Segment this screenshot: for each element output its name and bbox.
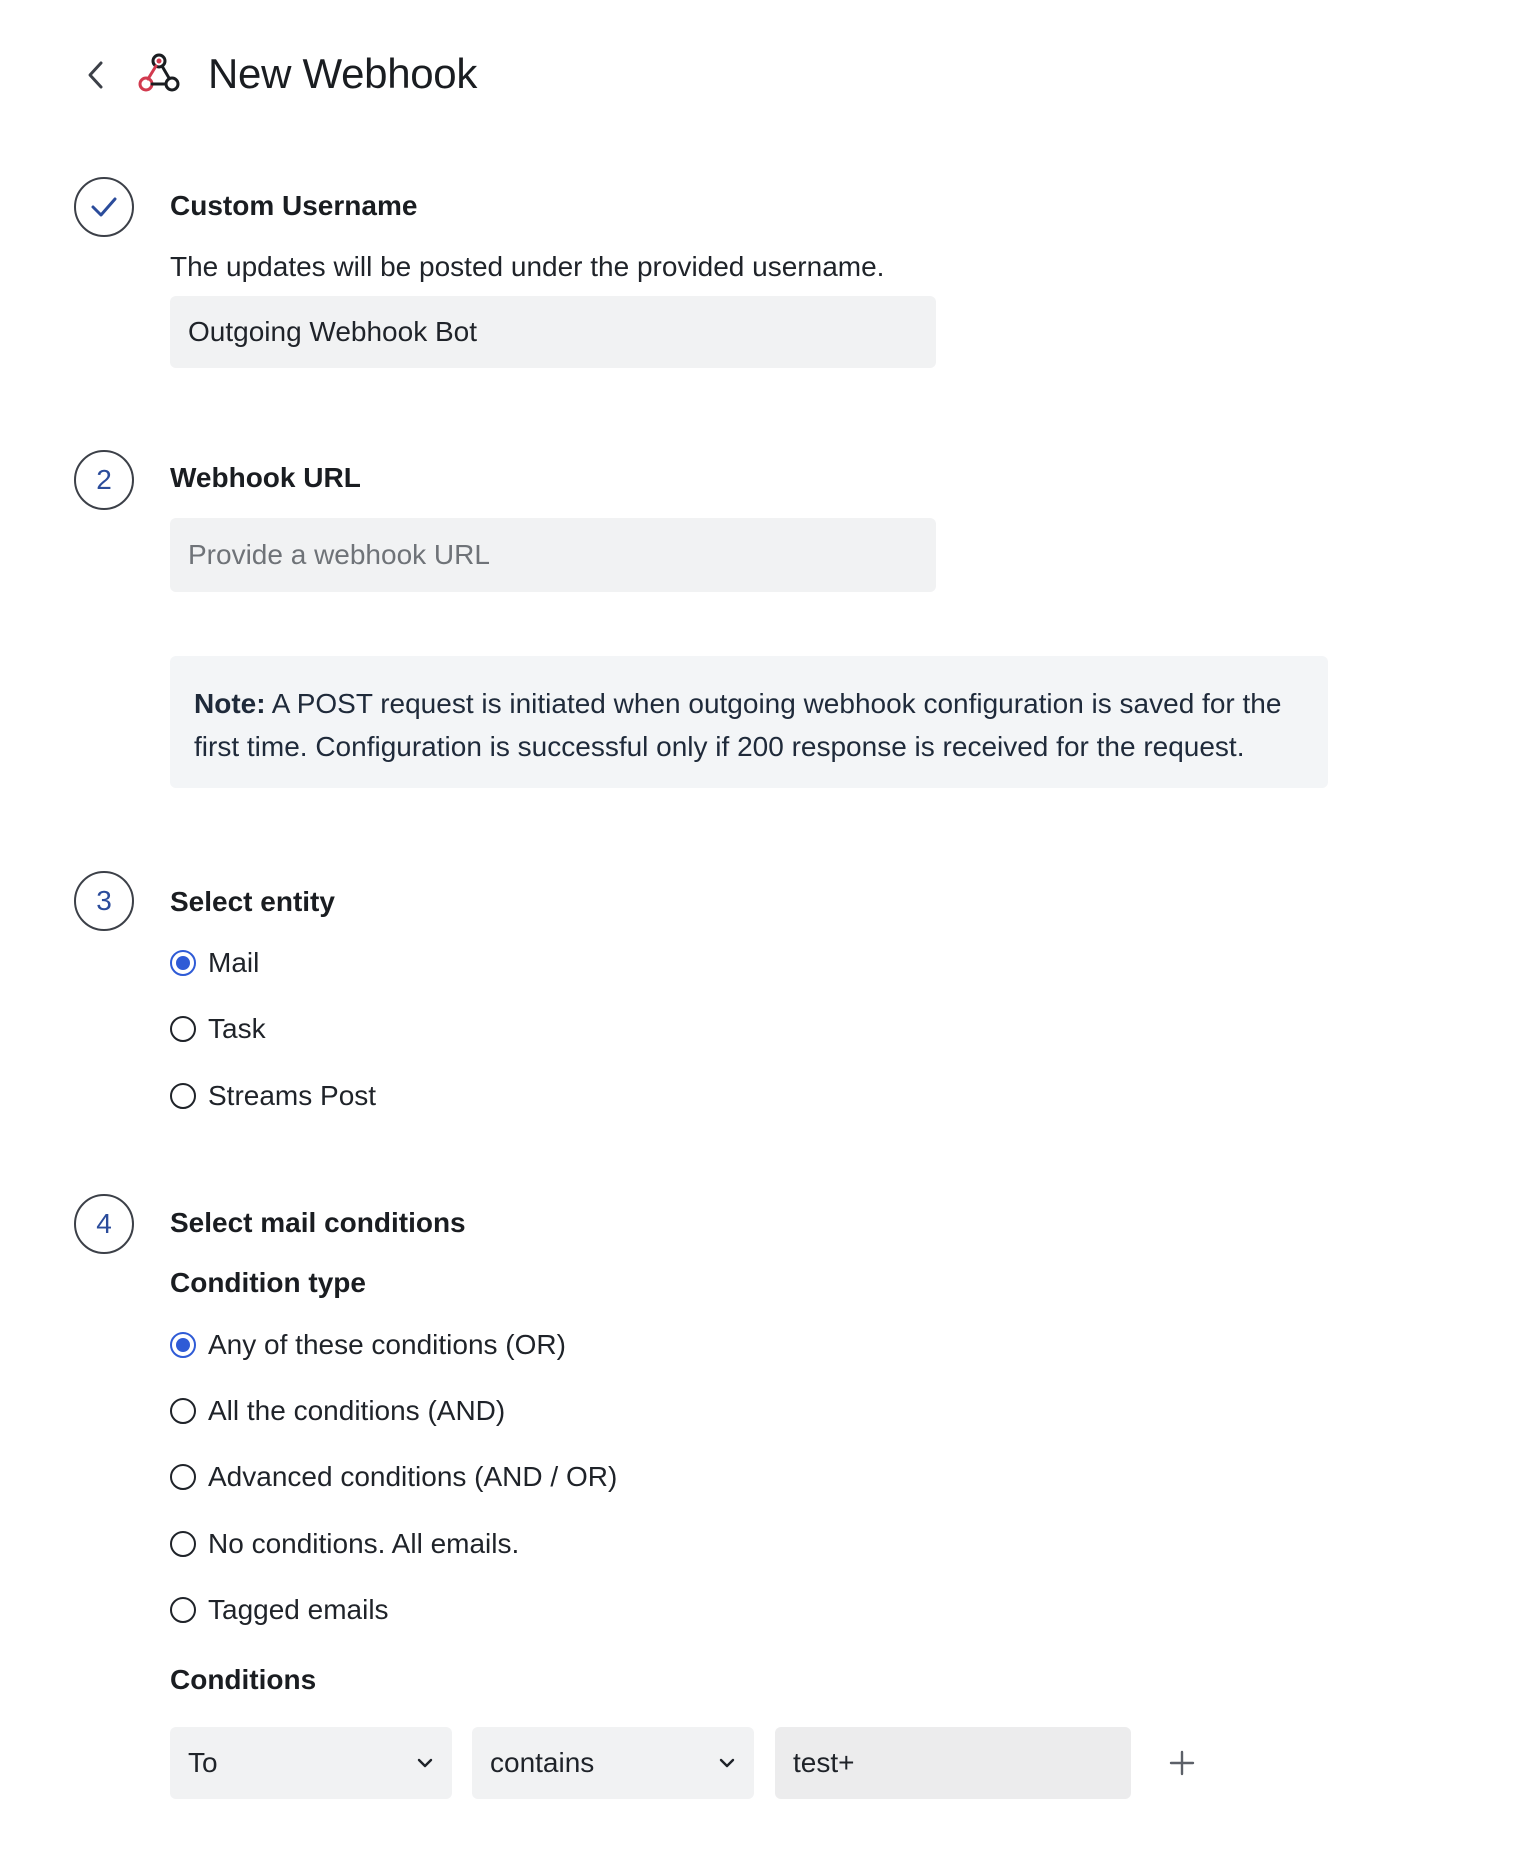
- webhook-url-input[interactable]: [170, 518, 936, 592]
- condition-value-text: test+: [793, 1747, 855, 1778]
- select-entity-title: Select entity: [170, 886, 335, 917]
- entity-option-streams-post[interactable]: [170, 1076, 376, 1116]
- entity-option-mail[interactable]: [170, 943, 259, 983]
- back-button[interactable]: [78, 54, 112, 96]
- condition-field-value: To: [188, 1747, 218, 1778]
- note-text: A POST request is initiated when outgoing webhook configuration is saved for the first time. Configuration is successful only if 200 response is received for the request.: [194, 688, 1282, 762]
- condition-value-input[interactable]: [775, 1727, 1131, 1799]
- radio-icon[interactable]: [170, 1531, 196, 1557]
- step-3-number: 3: [96, 885, 112, 916]
- step-1-indicator: [74, 177, 134, 237]
- page-title: New Webhook: [208, 50, 478, 97]
- radio-icon[interactable]: [170, 1464, 196, 1490]
- condition-operator-value: contains: [490, 1747, 595, 1778]
- select-mail-conditions-title: Select mail conditions: [170, 1207, 466, 1238]
- step-3-indicator: [74, 871, 134, 931]
- entity-option-label: Streams Post: [208, 1080, 377, 1111]
- radio-icon[interactable]: [170, 1016, 196, 1042]
- condition-operator-select[interactable]: [472, 1727, 754, 1799]
- chevron-down-icon: [718, 1757, 736, 1769]
- note-label: Note:: [194, 688, 266, 719]
- condition-type-label: Condition type: [170, 1267, 366, 1298]
- radio-icon[interactable]: [170, 1597, 196, 1623]
- entity-option-label: Mail: [208, 947, 260, 978]
- step-4-indicator: [74, 1194, 134, 1254]
- radio-icon[interactable]: [170, 1083, 196, 1109]
- condition-type-and[interactable]: [170, 1391, 505, 1431]
- step-4-number: 4: [96, 1208, 112, 1239]
- condition-type-or[interactable]: [170, 1325, 566, 1365]
- custom-username-title: Custom Username: [170, 190, 418, 221]
- condition-type-label-text: Tagged emails: [208, 1594, 389, 1625]
- plus-icon: [1169, 1750, 1195, 1776]
- entity-option-label: Task: [208, 1013, 266, 1044]
- condition-type-label-text: No conditions. All emails.: [208, 1528, 520, 1559]
- webhook-icon: [136, 50, 182, 96]
- username-input[interactable]: [170, 296, 936, 368]
- conditions-label: Conditions: [170, 1664, 317, 1695]
- condition-type-label-text: Advanced conditions (AND / OR): [208, 1461, 618, 1492]
- radio-icon[interactable]: [170, 1398, 196, 1424]
- entity-option-task[interactable]: [170, 1009, 266, 1049]
- check-icon: [90, 196, 118, 218]
- condition-type-label-text: All the conditions (AND): [208, 1395, 506, 1426]
- step-2-indicator: [74, 450, 134, 510]
- add-condition-button[interactable]: [1162, 1743, 1202, 1783]
- chevron-down-icon: [416, 1757, 434, 1769]
- note-box: [170, 656, 1328, 788]
- webhook-url-title: Webhook URL: [170, 462, 361, 493]
- chevron-left-icon: [86, 60, 104, 90]
- condition-type-none[interactable]: [170, 1524, 519, 1564]
- radio-selected-icon[interactable]: [170, 950, 196, 976]
- custom-username-description: The updates will be posted under the provided username.: [170, 251, 885, 282]
- condition-type-tagged[interactable]: [170, 1590, 389, 1630]
- step-2-number: 2: [96, 464, 112, 495]
- condition-type-label-text: Any of these conditions (OR): [208, 1329, 566, 1360]
- condition-type-advanced[interactable]: [170, 1457, 617, 1497]
- radio-selected-icon[interactable]: [170, 1332, 196, 1358]
- condition-field-select[interactable]: [170, 1727, 452, 1799]
